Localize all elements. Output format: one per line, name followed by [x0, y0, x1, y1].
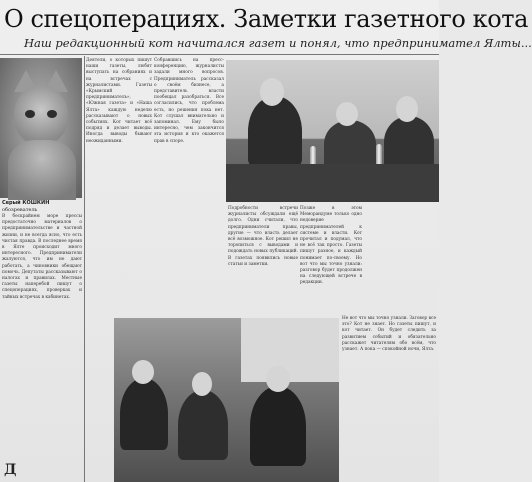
- article-column-6: Не вот что мы точно узнали. Заговор все это? Кот не знает. Но газеты пишут, и кот читает. Он будет следить за развитием событий и обязательно расскажет читателям обо всём, что узнает. А пока — спокойной ночи, Ялта.: [342, 316, 436, 353]
- article-subheadline: Наш редакционный кот начитался газет и понял, что предпринимател Ялты...: [24, 36, 532, 50]
- press-head-2: [192, 372, 212, 396]
- cat-eye-right: [47, 110, 57, 118]
- press-figure-1: [120, 378, 168, 450]
- seated-figure-2: [384, 116, 434, 168]
- article-headline: О спецоперациях. Заметки газетного кота: [4, 5, 529, 33]
- press-photo: [114, 318, 339, 482]
- press-photo-wall: [241, 318, 339, 382]
- article-column-5: Позже в этом Меморандуме только одно недоверие предпринимателей к системе и власти. Кот прочитал и подумал, что не всё так просто. Газеты пишут разное, и каждый понимает по-своему. Но вот что мы точно узнали: разговор будет продолжен на следующей встрече в редакции.: [300, 206, 362, 286]
- article-column-1: В бескрайнем море прессы предостаточно материалов о предпринимательстве и частной жизни, и не всегда ясно, что есть чистая правда. В последнее время в Ялте происходит много интересного. Предприниматели жалуются, что им не дают работать, а чиновники обещают помочь. Депутаты рассказывают о налогах и правилах. Местные газеты наперебой пишут о спецоперациях, проверках и тайных встречах в кабинетах.: [2, 214, 82, 300]
- headline-divider: [0, 54, 439, 55]
- press-figure-3: [250, 386, 306, 466]
- press-figure-2: [178, 390, 228, 460]
- seated-head-2: [396, 96, 418, 122]
- seated-head-1: [336, 102, 358, 126]
- seated-figure-1: [324, 120, 376, 168]
- press-head-3: [266, 366, 290, 392]
- drop-letter: Д: [4, 462, 17, 478]
- press-head-1: [132, 360, 154, 384]
- speaker-head: [260, 78, 284, 106]
- table-front: [226, 164, 439, 202]
- meeting-photo: [226, 60, 439, 202]
- article-column-2: Деятели, о которых пишут наши газеты, любят выступать на собраниях и на встречах с журналистами. Газеты «Крымский предприниматель», «Южная газета» и «Наша Ялта» каждую неделю рассказывают о новых событиях. Кот читает всё подряд и делает выводы. Иногда выводы бывают неожиданными.: [86, 58, 152, 144]
- caption-name: Серый КОШКИН: [2, 200, 50, 206]
- cat-eye-left: [25, 110, 35, 118]
- cat-photo: [0, 58, 82, 198]
- article-column-3: Собравшись на пресс-конференцию, журналисты задали много вопросов. Предприниматель рассказал о своём бизнесе, а представитель власти пообещал разобраться. Все согласились, что проблема есть, но решения пока нет. Кот слушал внимательно и запоминал. Ему было интересно, чем закончится эта история и кто окажется прав в споре.: [154, 58, 224, 144]
- article-column-4: Подробности встречи журналисты обсуждали ещё долго. Одни считали, что предприниматели правы, другие — что власть делает всё возможное. Кот решил не торопиться с выводами и подождать новых публикаций. В газетах появились новые статьи и заметки.: [228, 206, 298, 267]
- speaker-figure: [248, 96, 302, 166]
- caption-role: обозреватель: [2, 207, 38, 213]
- column-divider-1: [84, 56, 85, 482]
- cat-face: [14, 86, 68, 146]
- photo-caption: [2, 200, 84, 214]
- cat-body: [8, 140, 76, 200]
